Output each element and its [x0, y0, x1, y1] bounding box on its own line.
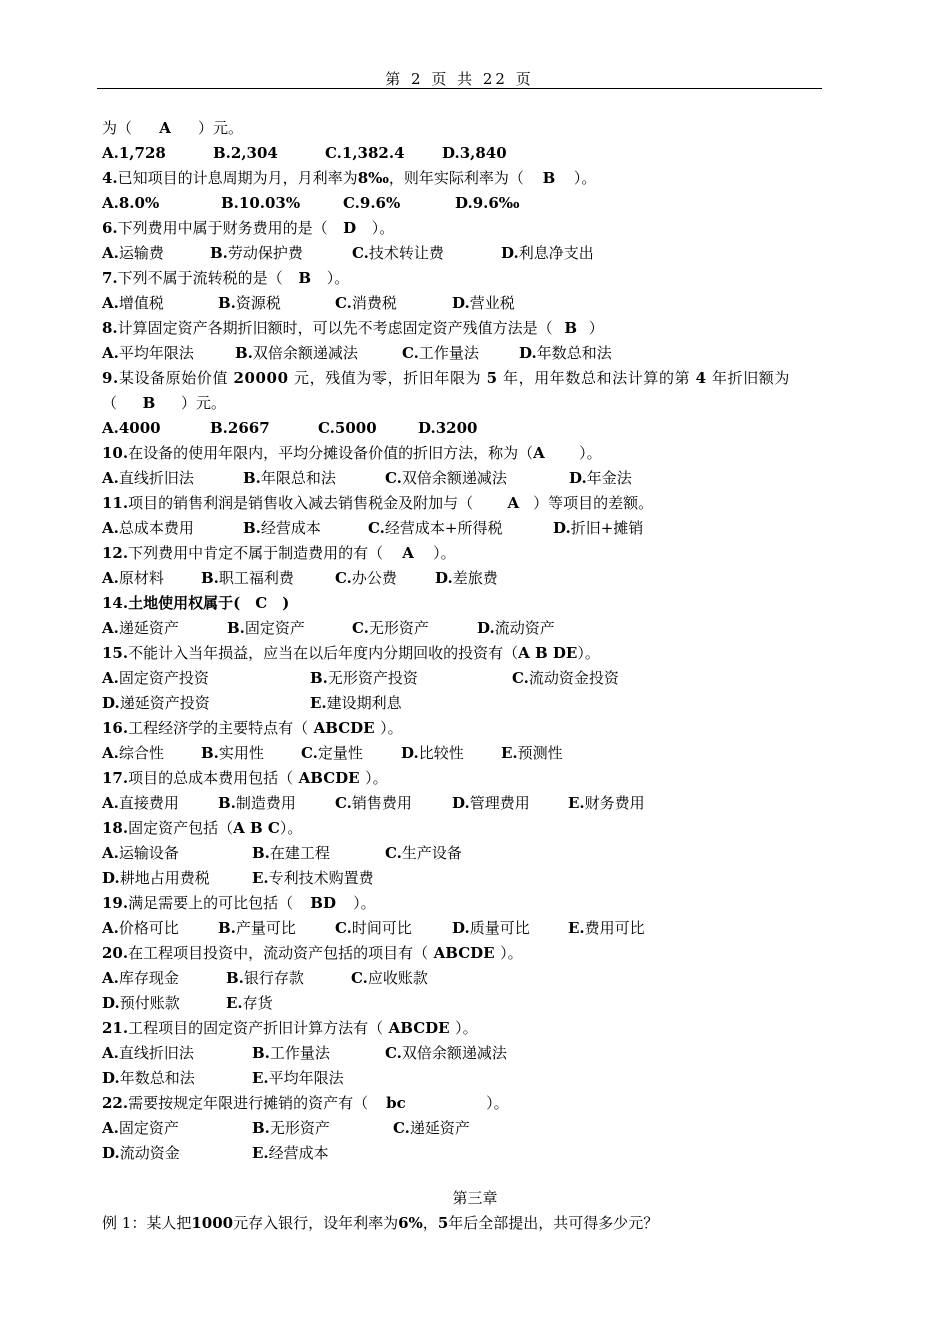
question-4: 4.已知项目的计息周期为月，月利率为8‰，则年实际利率为（ B ）。	[102, 169, 597, 187]
question-7-options: A.增值税 B.资源税 C.消费税 D.营业税	[102, 294, 515, 312]
question-12-options: A.原材料 B.职工福利费 C.办公费 D.差旅费	[102, 569, 498, 587]
answer: B	[298, 269, 312, 287]
question-19-options: A.价格可比 B.产量可比 C.时间可比 D.质量可比 E.费用可比	[102, 919, 645, 937]
answer: B	[142, 394, 156, 412]
question-22-options-row2: D.流动资金 E.经营成本	[102, 1144, 329, 1162]
question-8: 8.计算固定资产各期折旧额时，可以先不考虑固定资产残值方法是（ B ）	[102, 319, 604, 337]
answer: A B C	[233, 819, 280, 837]
question-16-options: A.综合性 B.实用性 C.定量性 D.比较性 E.预测性	[102, 744, 563, 762]
question-4-options: A.8.0% B.10.03% C.9.6% D.9.6‰	[102, 194, 520, 212]
header-rule	[97, 88, 822, 89]
page-header: 第 2 页 共 22 页	[385, 70, 534, 88]
answer: D	[343, 219, 357, 237]
question-11-options: A.总成本费用 B.经营成本 C.经营成本+所得税 D.折旧+摊销	[102, 519, 644, 537]
question-21: 21.工程项目的固定资产折旧计算方法有（ ABCDE ）。	[102, 1019, 478, 1037]
question-17: 17.项目的总成本费用包括（ ABCDE ）。	[102, 769, 388, 787]
question-14: 14.土地使用权属于( C )	[102, 594, 290, 612]
question-3-options: A.1,728 B.2,304 C.1,382.4 D.3,840	[102, 144, 507, 162]
question-8-options: A.平均年限法 B.双倍余额递减法 C.工作量法 D.年数总和法	[102, 344, 612, 362]
question-22: 22.需要按规定年限进行摊销的资产有（ bc ）。	[102, 1094, 509, 1112]
answer: BD	[310, 894, 336, 912]
question-15-options-row1: A.固定资产投资 B.无形资产投资 C.流动资金投资	[102, 669, 619, 687]
question-9: 9.某设备原始价值 20000 元，残值为零，折旧年限为 5 年，用年数总和法计算的第 4 年折旧额为	[102, 369, 791, 387]
answer: C	[255, 594, 268, 612]
answer: A	[533, 444, 545, 462]
question-15: 15.不能计入当年损益，应当在以后年度内分期回收的投资有（A B DE）。	[102, 644, 600, 662]
answer: A	[507, 494, 520, 512]
question-18-options-row1: A.运输设备 B.在建工程 C.生产设备	[102, 844, 462, 862]
question-20: 20.在工程项目投资中，流动资产包括的项目有（ ABCDE ）。	[102, 944, 523, 962]
answer: A B DE	[518, 644, 578, 662]
question-7: 7.下列不属于流转税的是（ B ）。	[102, 269, 350, 287]
question-9-cont: （ B ）元。	[102, 394, 227, 412]
answer: A	[402, 544, 414, 562]
question-6-options: A.运输费 B.劳动保护费 C.技术转让费 D.利息净支出	[102, 244, 594, 262]
question-15-options-row2: D.递延资产投资 E.建设期利息	[102, 694, 402, 712]
answer: ABCDE	[298, 769, 360, 787]
answer: ABCDE	[313, 719, 375, 737]
question-21-options-row1: A.直线折旧法 B.工作量法 C.双倍余额递减法	[102, 1044, 507, 1062]
question-3-tail: 为（ A ）元。	[102, 119, 244, 137]
question-22-options-row1: A.固定资产 B.无形资产 C.递延资产	[102, 1119, 470, 1137]
question-18-options-row2: D.耕地占用费税 E.专利技术购置费	[102, 869, 374, 887]
question-12: 12.下列费用中肯定不属于制造费用的有（ A ）。	[102, 544, 456, 562]
question-18: 18.固定资产包括（A B C）。	[102, 819, 303, 837]
question-21-options-row2: D.年数总和法 E.平均年限法	[102, 1069, 344, 1087]
question-10: 10.在设备的使用年限内，平均分摊设备价值的折旧方法，称为（A ）。	[102, 444, 602, 462]
answer: A	[159, 119, 171, 137]
answer: ABCDE	[433, 944, 495, 962]
chapter-heading: 第三章	[452, 1189, 498, 1207]
question-14-options: A.递延资产 B.固定资产 C.无形资产 D.流动资产	[102, 619, 555, 637]
answer: ABCDE	[388, 1019, 450, 1037]
answer: B	[564, 319, 578, 337]
answer: B	[542, 169, 556, 187]
question-20-options-row1: A.库存现金 B.银行存款 C.应收账款	[102, 969, 428, 987]
question-6: 6.下列费用中属于财务费用的是（ D ）。	[102, 219, 395, 237]
question-20-options-row2: D.预付账款 E.存货	[102, 994, 273, 1012]
answer: bc	[386, 1094, 406, 1112]
example-1: 例 1：某人把1000元存入银行，设年利率为6%，5年后全部提出，共可得多少元？	[102, 1214, 659, 1232]
question-10-options: A.直线折旧法 B.年限总和法 C.双倍余额递减法 D.年金法	[102, 469, 632, 487]
question-11: 11.项目的销售利润是销售收入减去销售税金及附加与（ A ）等项目的差额。	[102, 494, 654, 512]
question-16: 16.工程经济学的主要特点有（ ABCDE ）。	[102, 719, 403, 737]
question-9-options: A.4000 B.2667 C.5000 D.3200	[102, 419, 478, 437]
question-19: 19.满足需要上的可比包括（ BD ）。	[102, 894, 376, 912]
question-17-options: A.直接费用 B.制造费用 C.销售费用 D.管理费用 E.财务费用	[102, 794, 645, 812]
